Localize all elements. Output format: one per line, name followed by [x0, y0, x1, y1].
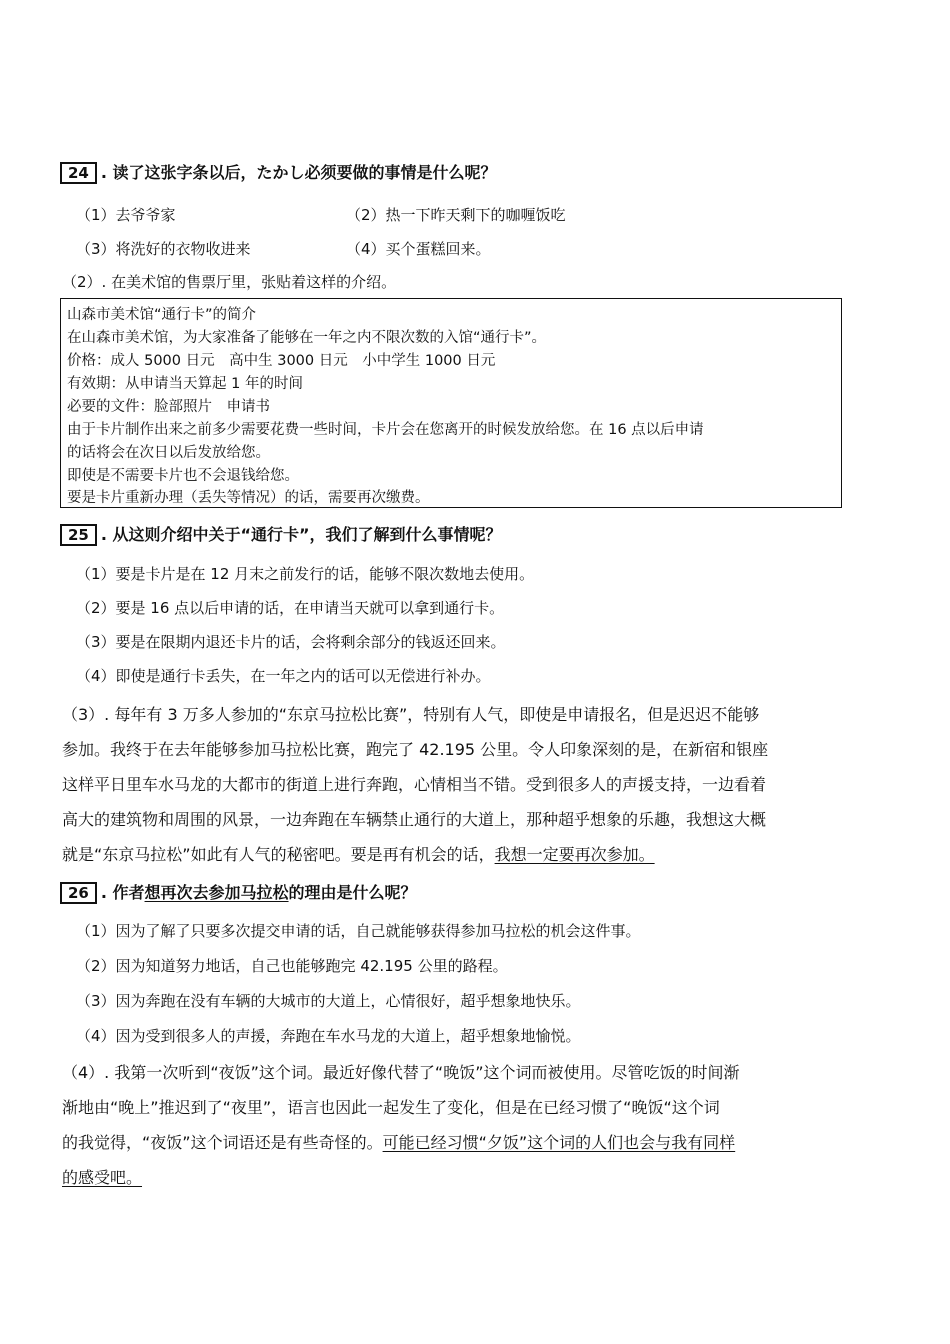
q26-option-4: （4）因为受到很多人的声援，奔跑在车水马龙的大道上，超乎想象地愉悦。 [76, 1027, 581, 1045]
passage4-line3 [62, 1130, 735, 1153]
question-suffix: 的理由是什么呢？ [288, 883, 417, 902]
q26-option-2: （2）因为知道努力地话，自己也能够跑完 42.195 公里的路程。 [76, 957, 508, 975]
passage3-last-underlined: 我想一定要再次参加。 [494, 845, 655, 864]
question-prefix: . 作者 [100, 883, 145, 902]
q25-option-3: （3）要是在限期内退还卡片的话，会将剩余部分的钱返还回来。 [76, 633, 506, 651]
notice-line: 有效期：从申请当天算起 1 年的时间 [67, 376, 303, 392]
notice-line: 的话将会在次日以后发放给您。 [67, 445, 270, 461]
notice-line: 山森市美术馆“通行卡”的简介 [67, 307, 257, 323]
question-underlined: 想再次去参加马拉松 [144, 883, 289, 902]
notice-line: 必要的文件：脸部照片 申请书 [67, 399, 270, 415]
q24-option-2: （2）热一下昨天剩下的咖喱饭吃 [346, 206, 566, 224]
question-number: 26 [60, 882, 97, 904]
notice-line: 价格：成人 5000 日元 高中生 3000 日元 小中学生 1000 日元 [67, 353, 496, 369]
question-24 [60, 160, 497, 184]
passage4-line1: （4）. 我第一次听到“夜饭”这个词。最近好像代替了“晚饭”这个词而被使用。尽管吃饭的时间渐 [62, 1063, 740, 1082]
q24-option-4: （4）买个蛋糕回来。 [346, 240, 491, 258]
q24-option-1: （1）去爷爷家 [76, 206, 176, 224]
question-text: . 读了这张字条以后，たかし必须要做的事情是什么呢？ [100, 163, 497, 182]
q26-option-1: （1）因为了解了只要多次提交申请的话，自己就能够获得参加马拉松的机会这件事。 [76, 922, 641, 940]
passage4-line4-underlined: 的感受吧。 [62, 1168, 143, 1187]
passage3-line: 高大的建筑物和周围的风景，一边奔跑在车辆禁止通行的大道上，那种超乎想象的乐趣，我想这大概 [62, 810, 767, 829]
q25-option-4: （4）即使是通行卡丢失，在一年之内的话可以无偿进行补办。 [76, 667, 491, 685]
notice-line: 即使是不需要卡片也不会退钱给您。 [67, 468, 299, 484]
passage4-line3-plain: 的我觉得，“夜饭”这个词语还是有些奇怪的。 [62, 1133, 383, 1152]
passage3-line: 参加。我终于在去年能够参加马拉松比赛，跑完了 42.195 公里。令人印象深刻的是，在新宿和银座 [62, 740, 769, 759]
notice-line: 在山森市美术馆，为大家准备了能够在一年之内不限次数的入馆“通行卡”。 [67, 330, 547, 346]
notice-box [60, 298, 842, 508]
question-number: 24 [60, 162, 97, 184]
passage3-last-plain: 就是“东京马拉松”如此有人气的秘密吧。要是再有机会的话， [62, 845, 495, 864]
passage3-line: 这样平日里车水马龙的大都市的街道上进行奔跑，心情相当不错。受到很多人的声援支持，一边看着 [62, 775, 767, 794]
passage4-line3-underlined: 可能已经习惯“夕饭”这个词的人们也会与我有同样 [382, 1133, 736, 1152]
question-text: . 从这则介绍中关于“通行卡”，我们了解到什么事情呢？ [100, 525, 502, 544]
q26-option-3: （3）因为奔跑在没有车辆的大城市的大道上，心情很好，超乎想象地快乐。 [76, 992, 581, 1010]
question-26 [60, 880, 417, 904]
question-25 [60, 522, 502, 546]
passage3-line [62, 842, 655, 865]
q24-option-3: （3）将洗好的衣物收进来 [76, 240, 251, 258]
passage4-line2: 渐地由“晚上”推迟到了“夜里”，语言也因此一起发生了变化，但是在已经习惯了“晚饭“这个词 [62, 1098, 720, 1117]
passage3-line: （3）. 每年有 3 万多人参加的“东京马拉松比赛”，特别有人气，即使是申请报名，但是迟迟不能够 [62, 705, 760, 724]
question-number: 25 [60, 524, 97, 546]
passage4-line4 [62, 1165, 142, 1188]
passage2-intro: （2）. 在美术馆的售票厅里，张贴着这样的介绍。 [62, 273, 397, 291]
notice-line: 由于卡片制作出来之前多少需要花费一些时间，卡片会在您离开的时候发放给您。在 16 点以后申请 [67, 422, 704, 438]
q25-option-1: （1）要是卡片是在 12 月末之前发行的话，能够不限次数地去使用。 [76, 565, 535, 583]
notice-line: 要是卡片重新办理（丢失等情况）的话，需要再次缴费。 [67, 490, 430, 506]
q25-option-2: （2）要是 16 点以后申请的话，在申请当天就可以拿到通行卡。 [76, 599, 505, 617]
